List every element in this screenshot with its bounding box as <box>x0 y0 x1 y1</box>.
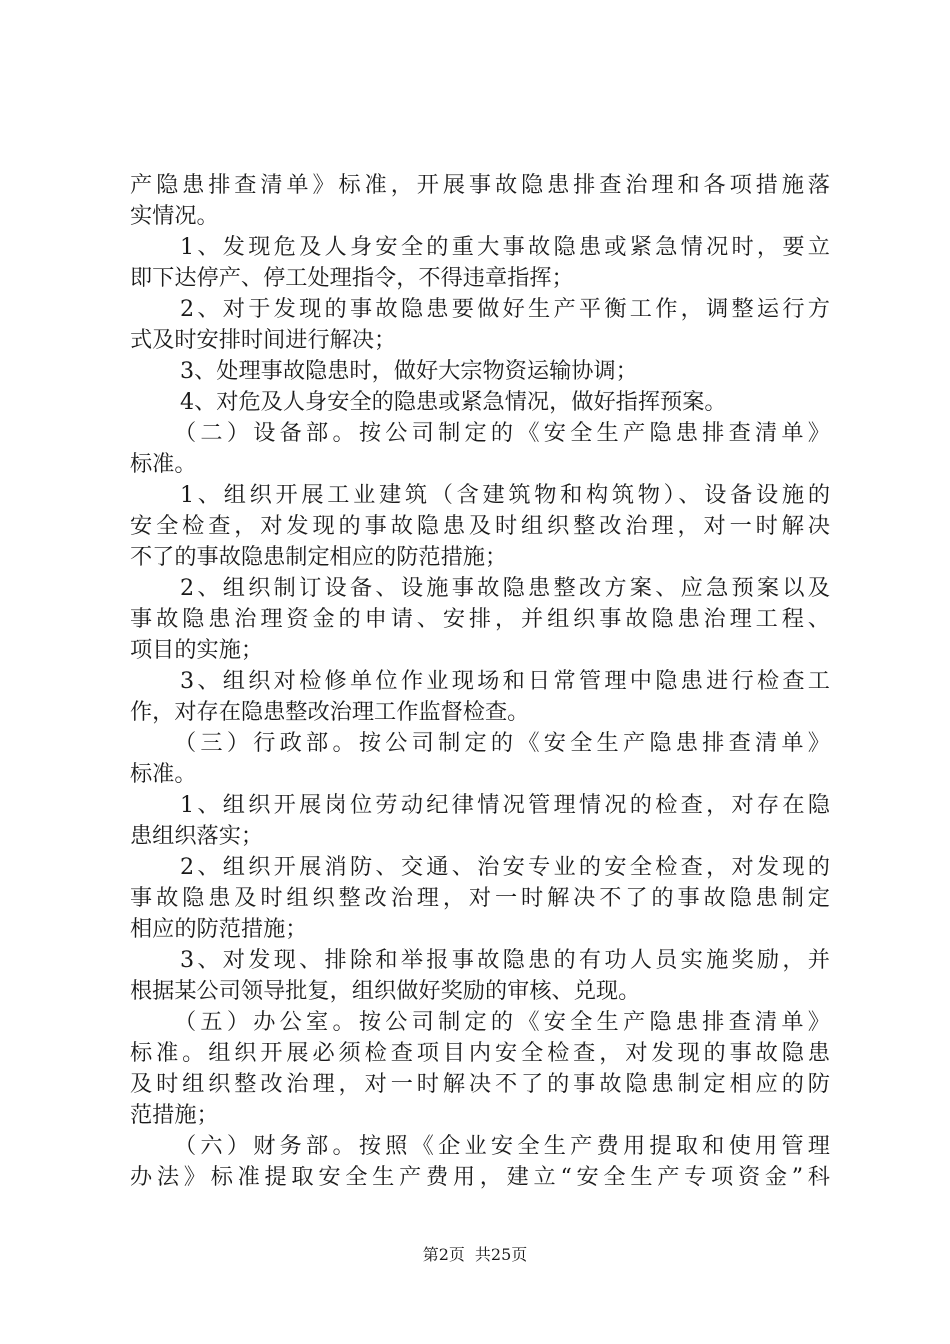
text-line: 4、对危及人身安全的隐患或紧急情况，做好指挥预案。 <box>180 389 727 415</box>
text-line: （六）财务部。按照《企业安全生产费用提取和使用管理 <box>174 1133 830 1159</box>
text-line: 办法》标准提取安全生产费用，建立“安全生产专项资金”科 <box>130 1164 830 1190</box>
text-line: 3、对发现、排除和举报事故隐患的有功人员实施奖励，并 <box>180 947 830 973</box>
text-line: 作，对存在隐患整改治理工作监督检查。 <box>130 699 530 725</box>
text-line: 3、处理事故隐患时，做好大宗物资运输协调； <box>180 358 638 384</box>
text-line: 2、对于发现的事故隐患要做好生产平衡工作，调整运行方 <box>180 296 830 322</box>
text-line: 1、组织开展工业建筑（含建筑物和构筑物）、设备设施的 <box>180 482 830 508</box>
text-line: 不了的事故隐患制定相应的防范措施； <box>130 544 508 570</box>
text-line: 标准。 <box>130 451 197 477</box>
text-line: （五）办公室。按公司制定的《安全生产隐患排查清单》 <box>174 1009 830 1035</box>
text-line: 产隐患排查清单》标准，开展事故隐患排查治理和各项措施落 <box>130 172 830 198</box>
text-line: 3、组织对检修单位作业现场和日常管理中隐患进行检查工 <box>180 668 830 694</box>
text-line: 安全检查，对发现的事故隐患及时组织整改治理，对一时解决 <box>130 513 830 539</box>
text-line: 式及时安排时间进行解决； <box>130 327 397 353</box>
text-line: 事故隐患治理资金的申请、安排，并组织事故隐患治理工程、 <box>130 606 830 632</box>
text-line: 2、组织开展消防、交通、治安专业的安全检查，对发现的 <box>180 854 830 880</box>
text-line: 患组织落实； <box>130 823 264 849</box>
text-line: 标准。 <box>130 761 197 787</box>
text-line: 1、发现危及人身安全的重大事故隐患或紧急情况时，要立 <box>180 234 830 260</box>
page-number: 第2页 <box>422 1245 465 1264</box>
text-line: 2、组织制订设备、设施事故隐患整改方案、应急预案以及 <box>180 575 830 601</box>
text-line: 项目的实施； <box>130 637 264 663</box>
text-line: （二）设备部。按公司制定的《安全生产隐患排查清单》 <box>174 420 830 446</box>
text-line: 事故隐患及时组织整改治理，对一时解决不了的事故隐患制定 <box>130 885 830 911</box>
text-line: （三）行政部。按公司制定的《安全生产隐患排查清单》 <box>174 730 830 756</box>
text-line: 实情况。 <box>130 203 219 229</box>
page-footer <box>0 1242 950 1265</box>
document-body <box>130 170 830 1193</box>
page-total: 共25页 <box>474 1245 528 1264</box>
text-line: 相应的防范措施； <box>130 916 308 942</box>
text-line: 范措施； <box>130 1102 219 1128</box>
text-line: 标准。组织开展必须检查项目内安全检查，对发现的事故隐患 <box>130 1040 830 1066</box>
text-line: 及时组织整改治理，对一时解决不了的事故隐患制定相应的防 <box>130 1071 830 1097</box>
text-line: 即下达停产、停工处理指令，不得违章指挥； <box>130 265 574 291</box>
text-line: 1、组织开展岗位劳动纪律情况管理情况的检查，对存在隐 <box>180 792 830 818</box>
text-line: 根据某公司领导批复，组织做好奖励的审核、兑现。 <box>130 978 641 1004</box>
